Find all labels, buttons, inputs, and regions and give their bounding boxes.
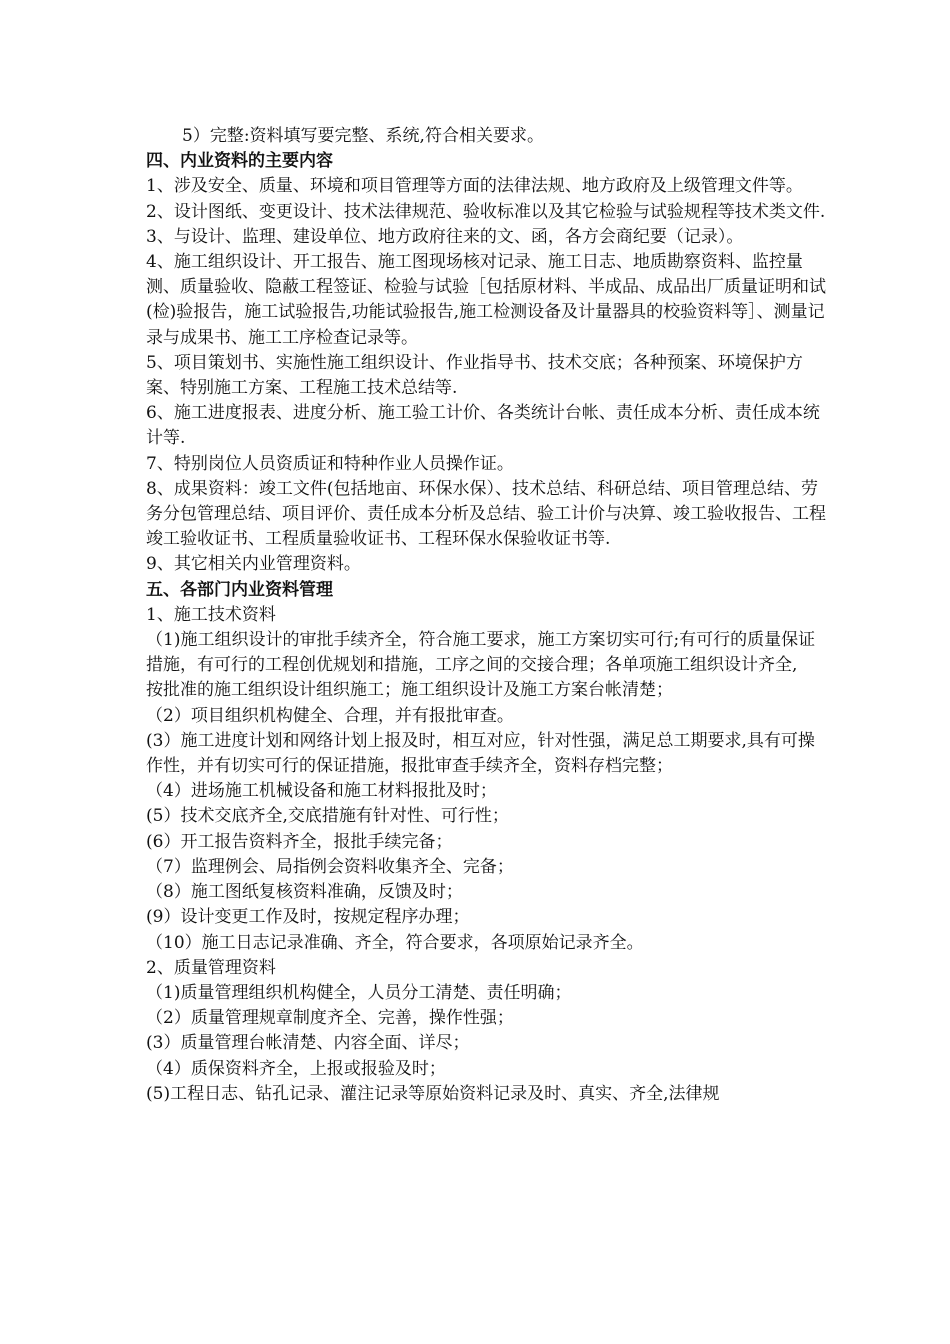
- paragraph: (5）技术交底齐全,交底措施有针对性、可行性；: [146, 806, 509, 827]
- paragraph: (6）开工报告资料齐全，报批手续完备；: [146, 831, 453, 852]
- paragraph: （1)施工组织设计的审批手续齐全，符合施工要求，施工方案切实可行;有可行的质量保证措施，有可行的工程创优规划和措施，工序之间的交接合理；各单项施工组织设计齐全,: [146, 630, 816, 676]
- paragraph: （2）项目组织机构健全、合理，并有报批审查。: [146, 705, 514, 726]
- paragraph: 1、涉及安全、质量、环境和项目管理等方面的法律法规、地方政府及上级管理文件等。: [146, 176, 803, 197]
- paragraph: （4）进场施工机械设备和施工材料报批及时；: [146, 781, 497, 802]
- paragraph: 按批准的施工组织设计组织施工；施工组织设计及施工方案台帐清楚；: [146, 680, 673, 701]
- paragraph: （7）监理例会、局指例会资料收集齐全、完备；: [146, 856, 514, 877]
- paragraph: 5、项目策划书、实施性施工组织设计、作业指导书、技术交底；各种预案、环境保护方案、特别施工方案、工程施工技术总结等.: [146, 352, 803, 399]
- subsection-heading: 2、质量管理资料: [146, 957, 276, 978]
- paragraph: （4）质保资料齐全，上报或报验及时；: [146, 1058, 446, 1079]
- paragraph: （1)质量管理组织机构健全，人员分工清楚、责任明确；: [146, 982, 572, 1003]
- section-heading-5: 五、各部门内业资料管理: [146, 579, 333, 600]
- paragraph: (3）质量管理台帐清楚、内容全面、详尽；: [146, 1033, 470, 1054]
- paragraph: （8）施工图纸复核资料准确，反馈及时；: [146, 882, 463, 903]
- paragraph: （2）质量管理规章制度齐全、完善，操作性强；: [146, 1008, 514, 1029]
- paragraph: (5)工程日志、钻孔记录、灌注记录等原始资料记录及时、真实、齐全,法律规: [146, 1083, 720, 1104]
- paragraph-item-5-complete: 5）完整:资料填写要完整、系统,符合相关要求。: [182, 126, 544, 146]
- paragraph: 3、与设计、监理、建设单位、地方政府往来的文、函，各方会商纪要（记录）。: [146, 226, 744, 247]
- paragraph: （10）施工日志记录准确、齐全，符合要求，各项原始记录齐全。: [146, 932, 644, 953]
- paragraph: 8、成果资料：竣工文件(包括地亩、环保水保）、技术总结、科研总结、项目管理总结、劳务分包管理总结、项目评价、责任成本分析及总结、验工计价与决算、竣工验收报告、工程竣工验收证书、工程质量验收证书、工程环保水保验收证书等.: [146, 478, 826, 550]
- subsection-heading: 1、施工技术资料: [146, 604, 276, 625]
- section-heading-4: 四、内业资料的主要内容: [146, 151, 333, 172]
- paragraph: 4、施工组织设计、开工报告、施工图现场核对记录、施工日志、地质勘察资料、监控量测、质量验收、隐蔽工程签证、检验与试验［包括原材料、半成品、成品出厂质量证明和试(检)验报告，施工试验报告,功能试验报告,施工检测设备及计量器具的校验资料等］、测量记录与成果书、施工工序检查记录等。: [146, 252, 826, 348]
- paragraph: 7、特别岗位人员资质证和特种作业人员操作证。: [146, 453, 514, 474]
- paragraph: (9）设计变更工作及时，按规定程序办理；: [146, 907, 470, 928]
- paragraph: 6、施工进度报表、进度分析、施工验工计价、各类统计台帐、责任成本分析、责任成本统计等.: [146, 403, 820, 449]
- paragraph: (3）施工进度计划和网络计划上报及时，相互对应，针对性强，满足总工期要求,具有可操作性，并有切实可行的保证措施，报批审查手续齐全，资料存档完整；: [146, 730, 815, 777]
- paragraph: 2、设计图纸、变更设计、技术法律规范、验收标准以及其它检验与试验规程等技术类文件.: [146, 201, 826, 222]
- paragraph: 9、其它相关内业管理资料。: [146, 554, 361, 575]
- document-body: [146, 124, 826, 1107]
